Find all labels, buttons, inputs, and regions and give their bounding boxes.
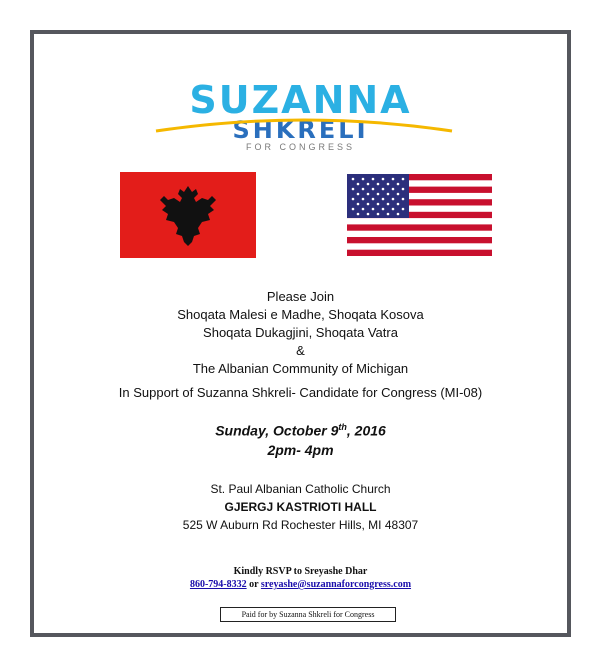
rsvp-phone-link[interactable]: 860-794-8332 (189, 579, 247, 590)
rsvp-or: or (246, 579, 261, 590)
albania-flag-icon (120, 172, 256, 258)
rsvp-block (34, 565, 567, 591)
rsvp-label: Kindly RSVP to Sreyashe Dhar (233, 566, 368, 577)
invitation-line-hosts-1: Shoqata Malesi e Madhe, Shoqata Kosova (177, 307, 424, 322)
invitation-line-support: In Support of Suzanna Shkreli- Candidate for Congress (MI-08) (118, 385, 483, 400)
event-date-day: Sunday, October 9 (215, 422, 339, 439)
venue-name: St. Paul Albanian Catholic Church (210, 482, 391, 496)
event-date-suffix: th (338, 422, 347, 432)
invitation-line-ampersand: & (296, 343, 305, 358)
rsvp-email-link[interactable]: sreyashe@suzannaforcongress.com (260, 579, 412, 590)
event-time: 2pm- 4pm (267, 441, 334, 458)
logo-tagline: FOR CONGRESS (245, 142, 355, 152)
venue-hall: GJERGJ KASTRIOTI HALL (224, 500, 377, 514)
logo-arc-icon (154, 115, 454, 135)
logo-first-name: SUZANNA (189, 78, 412, 122)
event-datetime (34, 418, 567, 460)
logo-last-name: SHKRELI (232, 116, 369, 144)
invitation-line-community: The Albanian Community of Michigan (192, 361, 409, 376)
venue-block (34, 480, 567, 534)
invitation-line-please-join: Please Join (266, 289, 335, 304)
rsvp-contact (34, 578, 567, 591)
invitation-line-hosts-2: Shoqata Dukagjini, Shoqata Vatra (203, 325, 398, 340)
event-date-year: , 2016 (346, 422, 386, 439)
paid-for-disclaimer: Paid for by Suzanna Shkreli for Congress (220, 607, 396, 622)
campaign-logo (34, 80, 567, 153)
invitation-block (34, 288, 567, 402)
venue-address: 525 W Auburn Rd Rochester Hills, MI 48307 (182, 518, 419, 532)
event-date (34, 418, 567, 441)
usa-flag-icon (347, 174, 492, 256)
flyer-frame (30, 30, 571, 637)
